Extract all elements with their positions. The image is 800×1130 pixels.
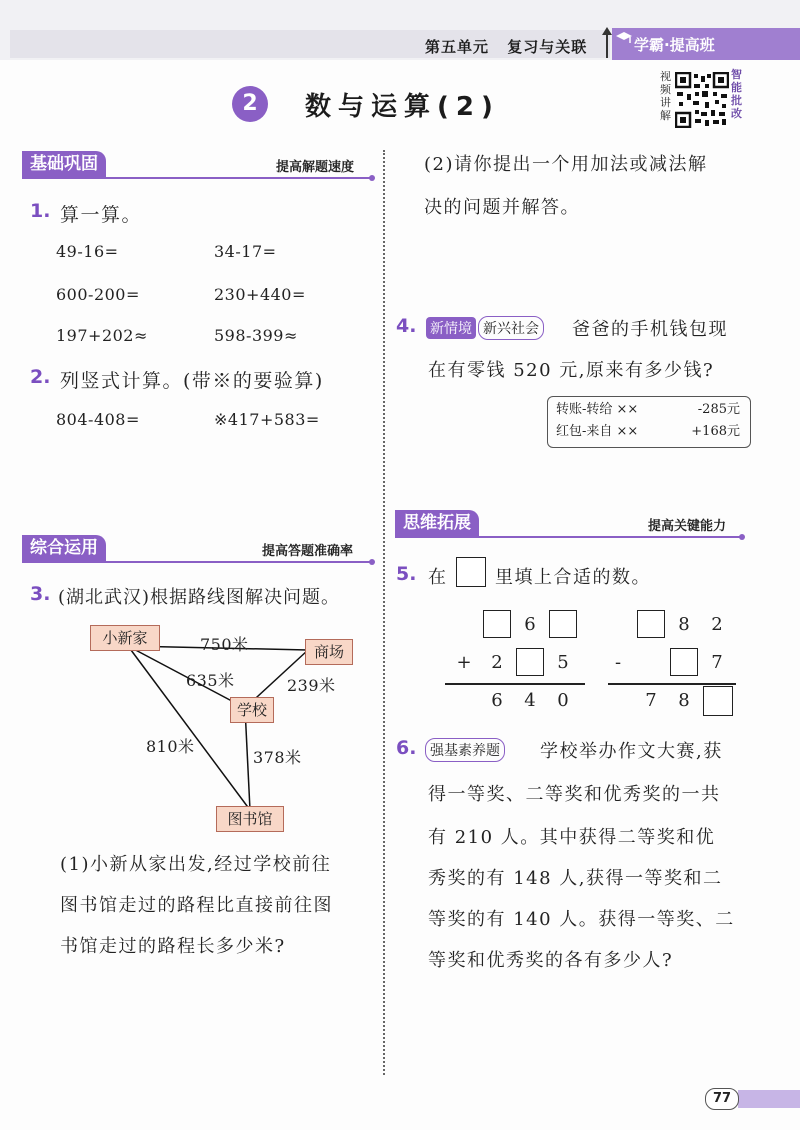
answer-box[interactable] — [483, 610, 511, 638]
q3-sub2-line: 决的问题并解答。 — [424, 197, 580, 218]
section-applied-label: 综合运用 — [22, 535, 106, 561]
q6-line: 秀奖的有 148 人,获得一等奖和二 — [428, 868, 723, 889]
q3-sub2-line: (2)请你提出一个用加法或减法解 — [424, 154, 708, 175]
q1-item: 230+440= — [214, 285, 306, 304]
puzzle-digit: 4 — [524, 690, 536, 711]
section-applied-note: 提高答题准确率 — [262, 544, 354, 559]
q3-text: (湖北武汉)根据路线图解决问题。 — [58, 587, 341, 608]
q4-text: 爸爸的手机钱包现 — [572, 319, 728, 340]
graduation-cap-icon — [616, 30, 632, 46]
plus-sign: + — [456, 652, 472, 673]
section-applied-dot — [369, 559, 375, 565]
q1-item: 197+202≈ — [56, 326, 148, 345]
q2-item: 804-408= — [56, 410, 140, 429]
section-thinking-note: 提高关键能力 — [648, 519, 727, 534]
page-title: 数与运算(2) — [305, 92, 500, 122]
answer-box[interactable] — [516, 648, 544, 676]
section-thinking-label: 思维拓展 — [395, 510, 479, 536]
answer-box[interactable] — [549, 610, 577, 638]
puzzle-digit: 6 — [524, 614, 536, 635]
q6-line: 学校举办作文大赛,获 — [540, 741, 723, 762]
q1-item: 49-16= — [56, 242, 119, 261]
puzzle-digit: 5 — [557, 652, 569, 673]
video-label: 视频讲解 — [660, 70, 671, 122]
distance-home-school: 635米 — [186, 671, 235, 690]
q5-text-b: 里填上合适的数。 — [495, 567, 651, 588]
unit-number: 第五单元 — [425, 38, 490, 56]
puzzle-digit: 0 — [557, 690, 569, 711]
q1-number: 1. — [30, 200, 51, 222]
q1-item: 600-200= — [56, 285, 140, 304]
q5-number: 5. — [396, 563, 417, 585]
q3-sub1-line: (1)小新从家出发,经过学校前往 — [60, 854, 332, 875]
section-basic-dot — [369, 175, 375, 181]
unit-title: 复习与关联 — [507, 38, 588, 56]
q3-number: 3. — [30, 583, 51, 605]
answer-box[interactable] — [703, 686, 733, 716]
section-basic-line — [22, 177, 370, 179]
q2-item: ※417+583= — [214, 410, 320, 429]
section-thinking-line — [395, 536, 740, 538]
q4-tags — [426, 316, 544, 340]
wallet-record-label: 转账-转给 ×× — [556, 402, 639, 417]
q1-text: 算一算。 — [60, 204, 143, 226]
wallet-record-amount: +168元 — [691, 424, 740, 439]
q3-sub1-line: 书馆走过的路程长多少米? — [60, 936, 286, 957]
unit-label — [425, 36, 587, 57]
answer-box[interactable] — [637, 610, 665, 638]
puzzle-digit: 7 — [645, 690, 657, 711]
q3-sub1-line: 图书馆走过的路程比直接前往图 — [60, 895, 333, 916]
distance-school-library: 378米 — [253, 748, 302, 767]
q2-number: 2. — [30, 366, 51, 388]
route-school-library — [245, 708, 250, 810]
q6-tag-wrap — [425, 738, 505, 762]
puzzle-digit: 6 — [491, 690, 503, 711]
puzzle-digit: 2 — [711, 614, 723, 635]
section-basic-label: 基础巩固 — [22, 151, 106, 177]
map-node-home: 小新家 — [90, 625, 160, 651]
qr-code-icon[interactable] — [675, 72, 729, 128]
page-number: 77 — [705, 1088, 739, 1110]
brand-text: 学霸·提高班 — [634, 36, 715, 54]
q6-line: 等奖和优秀奖的各有多少人? — [428, 950, 674, 971]
section-basic-note: 提高解题速度 — [276, 160, 355, 175]
q6-number: 6. — [396, 737, 417, 759]
q6-line: 有 210 人。其中获得二等奖和优 — [428, 827, 716, 848]
section-applied-line — [22, 561, 370, 563]
q6-line: 得一等奖、二等奖和优秀奖的一共 — [428, 784, 721, 805]
q4-tag-new-context: 新情境 — [426, 317, 476, 339]
distance-home-library: 810米 — [146, 737, 195, 756]
puzzle-digit: 8 — [678, 614, 690, 635]
puzzle-digit: 7 — [711, 652, 723, 673]
wallet-records — [547, 396, 751, 448]
answer-box[interactable] — [670, 648, 698, 676]
q2-text: 列竖式计算。(带※的要验算) — [60, 370, 324, 392]
q6-tag: 强基素养题 — [425, 738, 505, 762]
q4-number: 4. — [396, 315, 417, 337]
distance-mall-school: 239米 — [287, 676, 336, 695]
wallet-record-label: 红包-来自 ×× — [556, 424, 639, 439]
q5-text-a: 在 — [428, 567, 448, 588]
q4-tag-society: 新兴社会 — [478, 316, 544, 340]
q1-item: 598-399≈ — [214, 326, 298, 345]
section-thinking-dot — [739, 534, 745, 540]
page-number-bar — [738, 1090, 800, 1108]
answer-box-sample — [456, 557, 486, 587]
wallet-record-amount: -285元 — [697, 402, 740, 417]
minus-sign: - — [614, 652, 622, 673]
subtraction-rule — [608, 683, 736, 685]
q6-line: 等奖的有 140 人。获得一等奖、二 — [428, 909, 735, 930]
map-node-school: 学校 — [230, 697, 274, 723]
distance-home-mall: 750米 — [200, 635, 249, 654]
column-divider — [383, 150, 385, 1075]
map-node-mall: 商场 — [305, 639, 353, 665]
addition-rule — [445, 683, 585, 685]
map-node-library: 图书馆 — [216, 806, 284, 832]
q4-text: 在有零钱 520 元,原来有多少钱? — [428, 360, 715, 381]
puzzle-digit: 8 — [678, 690, 690, 711]
puzzle-digit: 2 — [491, 652, 503, 673]
ai-grade-label: 智能批改 — [731, 68, 742, 120]
lesson-number: 2 — [232, 86, 268, 122]
q1-item: 34-17= — [214, 242, 277, 261]
